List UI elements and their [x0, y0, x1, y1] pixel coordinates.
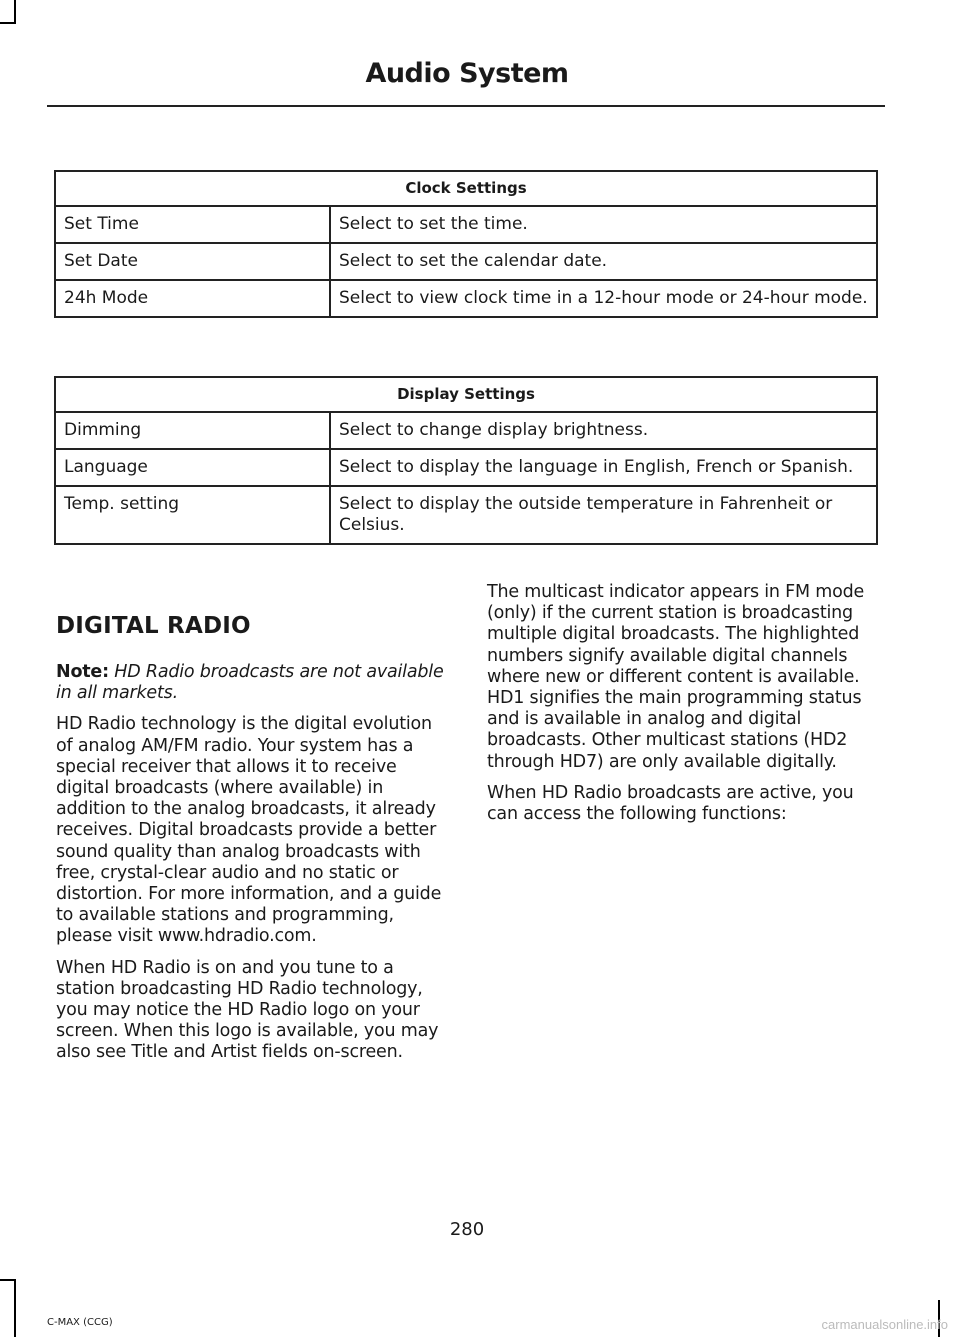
watermark: carmanualsonline.info [821, 1317, 948, 1332]
setting-name: Language [55, 449, 330, 486]
page-title: Audio System [365, 58, 569, 89]
table-title: Display Settings [55, 377, 877, 412]
setting-name: Set Time [55, 206, 330, 243]
crop-mark [0, 22, 16, 24]
setting-name: Set Date [55, 243, 330, 280]
table-title: Clock Settings [55, 171, 877, 206]
note-label: Note: [56, 662, 109, 682]
table-header-row [55, 377, 877, 412]
table-row [55, 243, 877, 280]
paragraph: When HD Radio is on and you tune to a station broadcasting HD Radio technology, you may notice the HD Radio logo on your screen. When this logo is available, you may also see Title and Artist fields on-screen. [56, 957, 439, 1063]
table-row [55, 412, 877, 449]
paragraph: HD Radio technology is the digital evolution of analog AM/FM radio. Your system has a special receiver that allows it to receive digital broadcasts (where available) in addition to the analog broadcasts, it already receives. Digital broadcasts provide a better sound quality than analog broadcasts with free, crystal-clear audio and no static or distortion. For more information, and a guide to available stations and programming, please visit www.hdradio.com. [56, 714, 442, 947]
left-column [56, 612, 448, 1074]
display-settings-table [54, 376, 878, 545]
right-column [487, 582, 881, 835]
crop-mark [0, 1279, 16, 1281]
clock-settings-table [54, 170, 878, 318]
table-row [55, 280, 877, 317]
header-divider [47, 105, 885, 107]
setting-description: Select to change display brightness. [330, 412, 877, 449]
section-heading: DIGITAL RADIO [56, 613, 251, 639]
table-row [55, 486, 877, 544]
setting-description: Select to display the language in English, French or Spanish. [330, 449, 877, 486]
crop-mark [14, 0, 16, 22]
table-row [55, 206, 877, 243]
crop-mark [14, 1279, 16, 1337]
setting-name: Temp. setting [55, 486, 330, 544]
table-header-row [55, 171, 877, 206]
setting-name: 24h Mode [55, 280, 330, 317]
note-text: HD Radio broadcasts are not available in all markets. [56, 662, 444, 704]
page-number: 280 [449, 1219, 485, 1240]
setting-description: Select to set the calendar date. [330, 243, 877, 280]
setting-description: Select to set the time. [330, 206, 877, 243]
setting-name: Dimming [55, 412, 330, 449]
model-code: C-MAX (CCG) [47, 1317, 113, 1328]
setting-description: Select to display the outside temperature in Fahrenheit or Celsius. [330, 486, 877, 544]
paragraph: The multicast indicator appears in FM mode (only) if the current station is broadcasting multiple digital broadcasts. The highlighted numbers signify available digital channels where new or different content is available. HD1 signifies the main programming status and is available in analog and digital broadcasts. Other multicast stations (HD2 through HD7) are only available digitally. [487, 582, 865, 772]
setting-description: Select to view clock time in a 12-hour mode or 24-hour mode. [330, 280, 877, 317]
paragraph: When HD Radio broadcasts are active, you can access the following functions: [487, 782, 854, 825]
note [56, 662, 448, 704]
table-row [55, 449, 877, 486]
